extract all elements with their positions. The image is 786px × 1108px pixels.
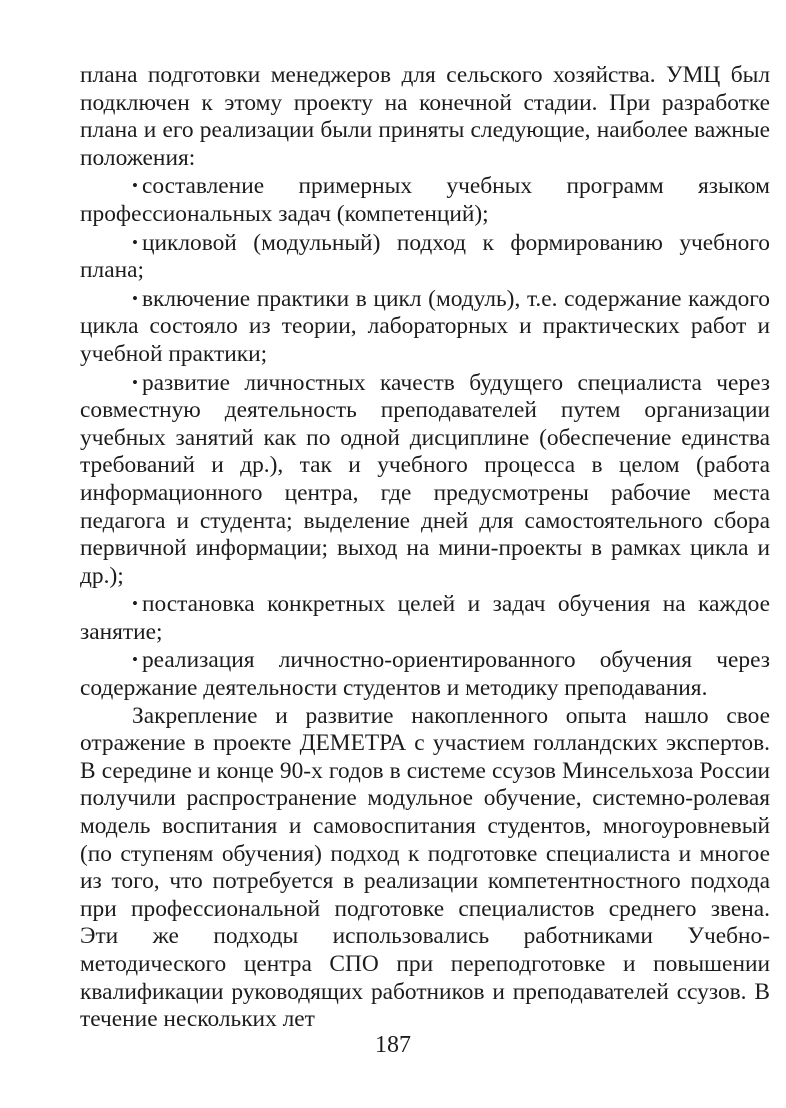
document-page: [80, 62, 770, 1034]
bullet-text: реализация личностно-ориентированного обучения через содержание деятельности студентов и методику преподавания.: [80, 647, 770, 702]
bullet-item: [80, 229, 770, 285]
bullet-item: [80, 646, 770, 702]
bullet-item: [80, 369, 770, 591]
bullet-icon: •: [132, 372, 138, 392]
bullet-icon: •: [132, 232, 138, 252]
bullet-text: цикловой (модульный) подход к формированию учебного плана;: [80, 229, 770, 284]
bullet-text: постановка конкретных целей и задач обучения на каждое занятие;: [80, 591, 770, 645]
bullet-icon: •: [132, 650, 138, 670]
bullet-icon: •: [132, 594, 138, 614]
bullet-item: [80, 285, 770, 369]
bullet-icon: •: [132, 288, 138, 308]
bullet-text: развитие личностных качеств будущего специалиста через совместную деятельность преподавателей путем организации учебных занятий как по одной дисциплине (обеспечение единства требований и др.), так и учебного процесса в целом (работа информационного центра, где предусмотрены рабочие места педагога и студента; выделение дней для самостоятельного сбора первичной информации; выход на мини-проекты в рамках цикла и др.);: [80, 369, 770, 589]
bullet-text: включение практики в цикл (модуль), т.е. содержание каждого цикла состояло из теории, лабораторных и практических работ и учебной практики;: [80, 285, 770, 367]
bullet-item: [80, 172, 770, 228]
opening-paragraph: плана подготовки менеджеров для сельского хозяйства. УМЦ был подключен к этому проекту на конечной стадии. При разработке плана и его реализации были приняты следующие, наиболее важные положения:: [80, 62, 770, 171]
bullet-text: составление примерных учебных программ языком профессиональных задач (компетенций);: [80, 173, 770, 227]
bullet-icon: •: [132, 176, 138, 196]
closing-paragraph: Закрепление и развитие накопленного опыта нашло свое отражение в проекте ДЕМЕТРА с участием голландских экспертов. В середине и конце 90-х годов в системе ссузов Минсельхоза России получили распространение модульное обучение, системно-ролевая модель воспитания и самовоспитания студентов, многоуровневый (по ступеням обучения) подход к подготовке специалиста и многое из того, что потребуется в реализации компетентностного подхода при профессиональной подготовке специалистов среднего звена. Эти же подходы использовались работниками Учебно-методического центра СПО при переподготовке и повышении квалификации руководящих работников и преподавателей ссузов. В течение нескольких лет: [80, 702, 770, 1033]
bullet-item: [80, 590, 770, 646]
page-number: 187: [375, 1032, 411, 1058]
